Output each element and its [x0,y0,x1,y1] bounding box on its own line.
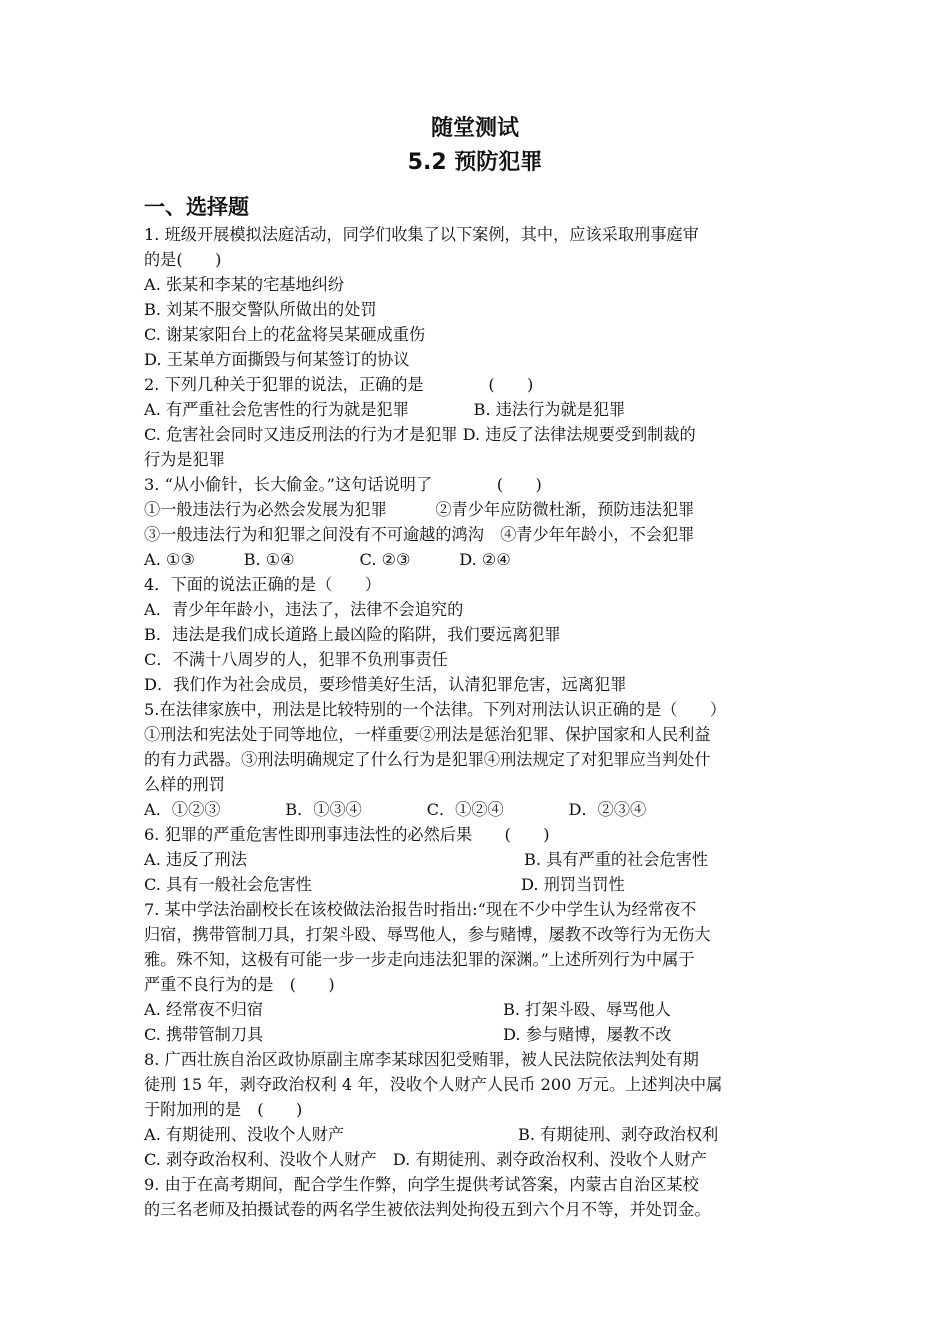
question-5-statements-cont: 的有力武器。③刑法明确规定了什么行为是犯罪④刑法规定了对犯罪应当判处什 [144,750,711,769]
question-5-statements-end: 么样的刑罚 [144,775,225,794]
question-1-option-a: A. 张某和李某的宅基地纠纷 [144,275,345,294]
question-7-stem-end: 严重不良行为的是 ( ) [144,975,335,994]
question-7-option-a: A. 经常夜不归宿 [144,1000,264,1019]
question-4-option-d: D．我们作为社会成员，要珍惜美好生活，认清犯罪危害，远离犯罪 [144,675,627,694]
question-8-stem-cont: 徒刑 15 年，剥夺政治权利 4 年，没收个人财产人民币 200 万元。上述判决中属 [144,1075,723,1094]
question-6-option-b: B. 具有严重的社会危害性 [524,850,709,869]
question-3-stem: 3. “从小偷针，长大偷金。”这句话说明了 ( ) [144,475,542,494]
question-3-options: A. ①③ B. ①④ C. ②③ D. ②④ [144,550,511,569]
question-2-options-ab: A. 有严重社会危害性的行为就是犯罪 B. 违法行为就是犯罪 [144,400,626,419]
section-heading: 一、选择题 [144,195,249,219]
question-6-option-d: D. 刑罚当罚性 [521,875,625,894]
question-5-stem: 5.在法律家族中，刑法是比较特别的一个法律。下列对刑法认识正确的是（ ） [144,700,727,719]
question-6-option-a: A. 违反了刑法 [144,850,247,869]
question-8-options-cd: C. 剥夺政治权利、没收个人财产 D. 有期徒刑、剥夺政治权利、没收个人财产 [144,1150,707,1169]
question-1-option-c: C. 谢某家阳台上的花盆将吴某砸成重伤 [144,325,426,344]
question-3-statements-12: ①一般违法行为必然会发展为犯罪 ②青少年应防微杜渐，预防违法犯罪 [144,500,695,519]
question-8-options-ab [144,1122,814,1147]
question-9-stem-cont: 的三名老师及拍摄试卷的两名学生被依法判处拘役五到六个月不等，并处罚金。 [144,1200,711,1219]
question-9-stem: 9. 由于在高考期间，配合学生作弊，向学生提供考试答案，内蒙古自治区某校 [144,1175,699,1194]
page-subtitle: 5.2 预防犯罪 [407,150,543,175]
question-2-options-cd: C. 危害社会同时又违反刑法的行为才是犯罪 D. 违反了法律法规要受到制裁的 [144,425,696,444]
question-7-stem-cont: 归宿，携带管制刀具，打架斗殴、辱骂他人，参与赌博，屡教不改等行为无伤大 [144,925,711,944]
question-7-option-b: B. 打架斗殴、辱骂他人 [503,1000,671,1019]
question-7-option-c: C. 携带管制刀具 [144,1025,264,1044]
question-7-options-ab [144,997,814,1022]
question-2-stem: 2. 下列几种关于犯罪的说法，正确的是 ( ) [144,375,534,394]
question-1-option-d: D. 王某单方面撕毁与何某签订的协议 [144,350,410,369]
question-5-options: A．①②③ B．①③④ C．①②④ D．②③④ [144,800,647,819]
question-6-option-c: C. 具有一般社会危害性 [144,875,312,894]
question-1-option-b: B. 刘某不服交警队所做出的处罚 [144,300,377,319]
page-title: 随堂测试 [430,116,519,141]
question-6-stem: 6. 犯罪的严重危害性即刑事违法性的必然后果 ( ) [144,825,550,844]
question-5-statements: ①刑法和宪法处于同等地位，一样重要②刑法是惩治犯罪、保护国家和人民利益 [144,725,711,744]
question-4-option-c: C．不满十八周岁的人，犯罪不负刑事责任 [144,650,448,669]
question-1-stem: 1. 班级开展模拟法庭活动，同学们收集了以下案例，其中，应该采取刑事庭审 [144,225,699,244]
question-4-stem: 4．下面的说法正确的是（ ） [144,575,381,594]
question-8-option-b: B. 有期徒刑、剥夺政治权利 [518,1125,719,1144]
question-4-option-b: B．违法是我们成长道路上最凶险的陷阱，我们要远离犯罪 [144,625,561,644]
question-8-option-a: A. 有期徒刑、没收个人财产 [144,1125,345,1144]
question-8-stem: 8. 广西壮族自治区政协原副主席李某球因犯受贿罪，被人民法院依法判处有期 [144,1050,699,1069]
question-3-statements-34: ③一般违法行为和犯罪之间没有不可逾越的鸿沟 ④青少年年龄小，不会犯罪 [144,525,695,544]
question-2-options-cd-cont: 行为是犯罪 [144,450,225,469]
question-7-stem: 7. 某中学法治副校长在该校做法治报告时指出:“现在不少中学生认为经常夜不 [144,900,697,919]
question-7-options-cd [144,1022,814,1047]
question-8-stem-end: 于附加刑的是 ( ) [144,1100,303,1119]
question-7-stem-cont2: 雅。殊不知，这极有可能一步一步走向违法犯罪的深渊。”上述所列行为中属于 [144,950,695,969]
question-6-options-ab [144,847,814,872]
question-4-option-a: A．青少年年龄小，违法了，法律不会追究的 [144,600,464,619]
question-7-option-d: D. 参与赌博，屡教不改 [503,1025,672,1044]
question-6-options-cd [144,872,814,897]
question-1-stem-cont: 的是( ) [144,250,222,269]
